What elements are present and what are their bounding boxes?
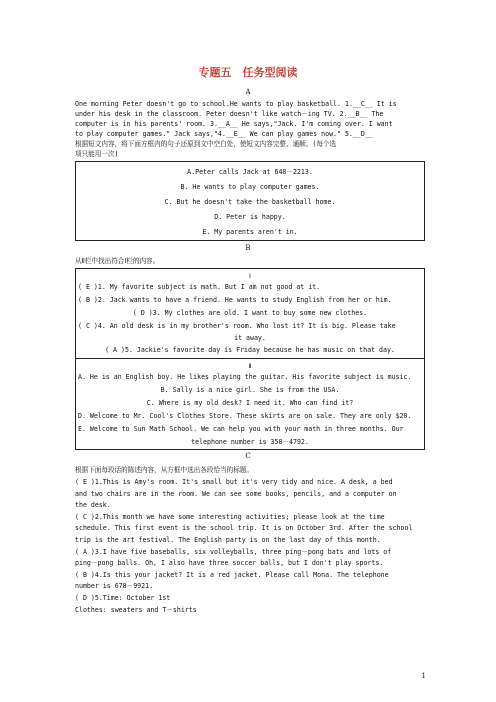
option-item: C. But he doesn't take the basketball home. — [164, 198, 336, 206]
matching-option: C. Where is my old desk? I need it. Who can find it? — [146, 399, 354, 407]
c-line: the desk. — [75, 501, 111, 510]
matching-item: ( D )3. My clothes are old. I want to buy some new clothes. — [132, 309, 368, 317]
c-line: ( C )2.This month we have some interesting activities; please look at the time — [75, 512, 385, 521]
c-line: ( A )3.I have five baseballs, six volleyballs, three ping－pong bats and lots of — [75, 547, 392, 556]
section-b-instruction: 从Ⅱ栏中找出符合Ⅰ栏的内容。 — [75, 257, 160, 265]
section-b-label: B — [245, 244, 251, 252]
section-a-label: A — [245, 88, 251, 96]
page-number: 1 — [421, 672, 426, 680]
section-c-instruction: 根据下面每段话的陈述内容，从方框中选出各段恰当的标题。 — [75, 466, 254, 474]
passage-line: to play computer games." Jack says,"4.__E__ We can play games now." 5.__D__ — [75, 130, 373, 138]
passage-line: under his desk in the classroom. Peter doesn't like watch－ing TV. 2.__B__ The — [75, 110, 384, 118]
section-a-passage — [75, 99, 424, 159]
instruction-line: 项只能用一次) — [75, 150, 119, 158]
option-item: B. He wants to play computer games. — [180, 183, 320, 191]
passage-line: One morning Peter doesn't go to school.He wants to play basketball. 1.__C__ It is — [75, 100, 397, 108]
c-line: ( E )1.This is Amy's room. It's small but it's very tidy and nice. A desk, a bed — [75, 478, 393, 486]
column-one-label: Ⅰ — [249, 272, 251, 280]
options-box-a — [75, 161, 425, 241]
matching-option: E. Welcome to Sun Math School. We can help you with your math in three months. Our — [78, 425, 404, 433]
c-line: Clothes: sweaters and T－shirts — [75, 605, 197, 614]
page-title: 专题五 任务型阅读 — [198, 66, 298, 79]
c-line: and two chairs are in the room. We can see some books, pencils, and a computer on — [75, 489, 397, 498]
matching-table — [75, 268, 425, 450]
column-two-label: Ⅱ — [248, 362, 252, 370]
option-item: A.Peter calls Jack at 648－2213. — [187, 168, 313, 176]
matching-item: ( C )4. An old desk is in my brother's room. Who lost it? It is big. Please take — [78, 322, 396, 330]
c-line: trip is the art festival. The English party is on the last day of this month. — [75, 535, 381, 544]
passage-line: computer is in his parents' room. 3.__A__ He says,"Jack. I'm coming over. I want — [75, 120, 393, 128]
matching-option-cont: telephone number is 358－4792. — [191, 438, 309, 446]
section-c-label: C — [245, 452, 251, 460]
matching-item-cont: it away. — [234, 334, 266, 342]
instruction-line: 根据短文内容，将下面方框内的句子还原到文中空白处，使短文内容完整、通顺。(每个选 — [75, 140, 337, 148]
c-line: schedule. This first event is the school trip. It is on October 3rd. After the school — [75, 524, 413, 533]
c-line: number is 678－9921. — [75, 582, 154, 591]
matching-item: ( A )5. Jackie's favorite day is Friday because he has music on that day. — [105, 346, 395, 354]
matching-option: D. Welcome to Mr. Cool's Clothes Store. These skirts are on sale. They are only $20. — [78, 412, 412, 420]
section-c-items — [75, 477, 424, 616]
c-line: ( B )4.Is this your jacket? It is a red jacket. Please call Mona. The telephone — [75, 570, 389, 579]
c-line: ping－pong balls. Oh, I also have three soccer balls, but I don't play sports. — [75, 559, 384, 568]
option-item: E. My parents aren't in. — [202, 228, 298, 236]
matching-option: A. He is an English boy. He likes playing the guitar. His favorite subject is music. — [78, 373, 412, 381]
matching-item: ( B )2. Jack wants to have a friend. He wants to study English from her or him. — [78, 296, 392, 304]
option-item: D. Peter is happy. — [214, 213, 286, 221]
matching-option: B. Sally is a nice girl. She is from the USA. — [160, 386, 340, 394]
c-line: ( D )5.Time: October 1st — [75, 593, 171, 602]
matching-item: ( E )1. My favorite subject is math. But I am not good at it. — [78, 283, 321, 291]
